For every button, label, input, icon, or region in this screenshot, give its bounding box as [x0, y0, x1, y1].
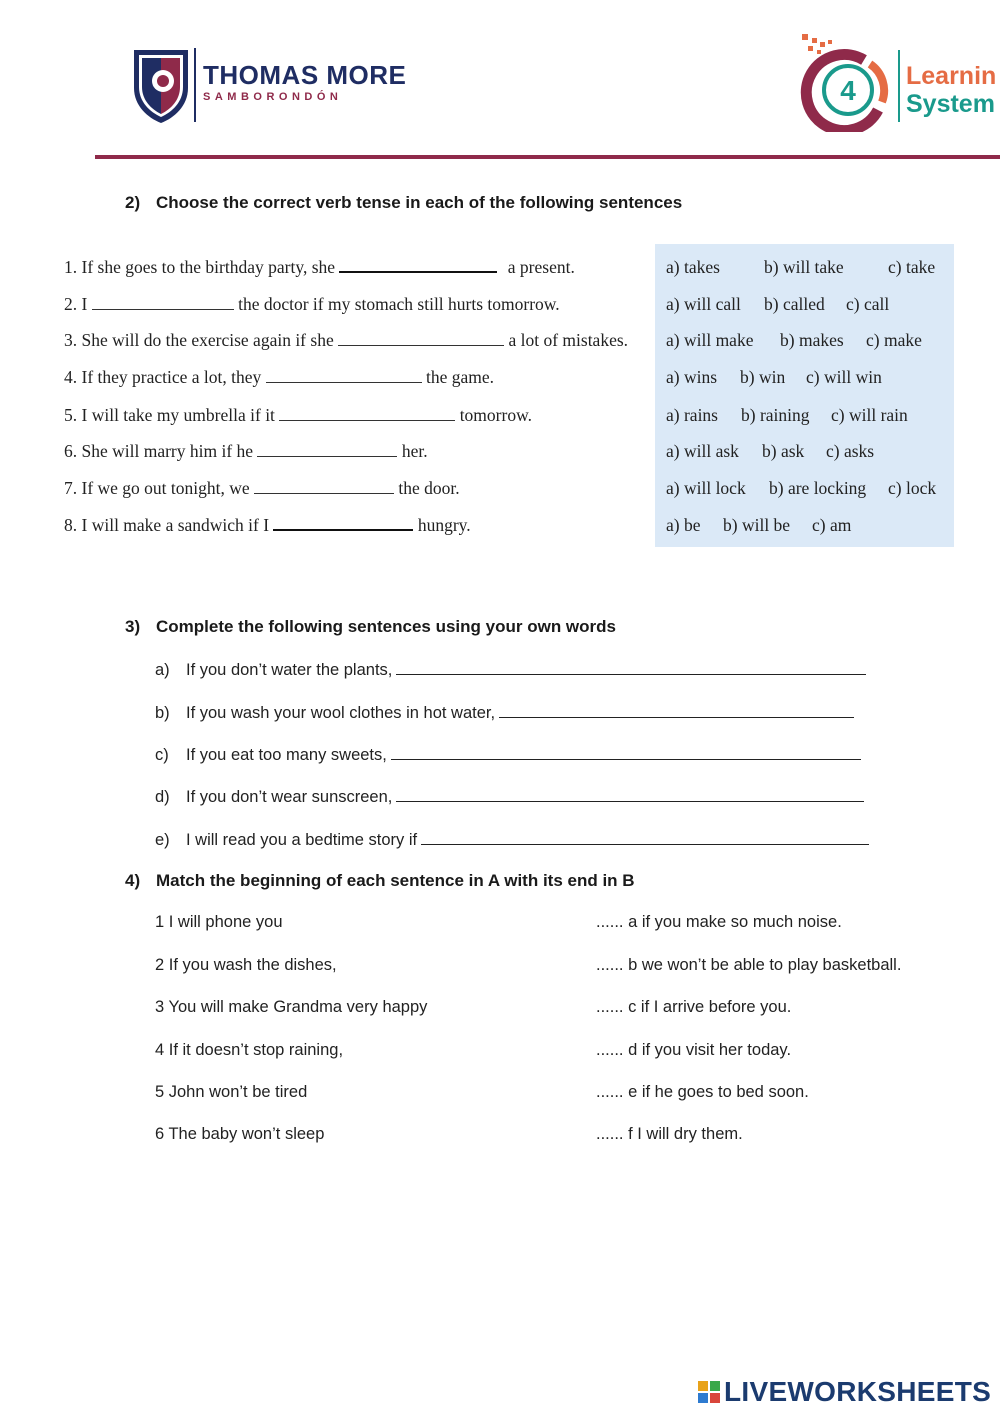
sentence-text: a lot of mistakes.: [508, 330, 629, 350]
school-logo-title: THOMAS MORE: [203, 60, 407, 90]
section-2-heading: [125, 193, 682, 213]
option[interactable]: c) lock: [888, 478, 937, 498]
sentence-text: 5. I will take my umbrella if it: [64, 405, 275, 425]
sentence-text: the doctor if my stomach still hurts tomorrow.: [238, 294, 560, 314]
answer-blank[interactable]: [92, 295, 234, 310]
answer-blank[interactable]: [279, 406, 455, 421]
option[interactable]: a) will call: [666, 294, 741, 314]
options-row-1: [666, 257, 935, 278]
match-b-c[interactable]: ...... c if I arrive before you.: [596, 998, 792, 1016]
match-b-f[interactable]: ...... f I will dry them.: [596, 1125, 743, 1143]
completion-item-b: [155, 702, 854, 723]
options-panel: [655, 244, 954, 547]
option[interactable]: c) make: [866, 330, 922, 350]
option[interactable]: c) will win: [806, 367, 882, 387]
option[interactable]: a) be: [666, 515, 701, 535]
match-a-1: 1 I will phone you: [155, 913, 283, 931]
answer-blank[interactable]: [254, 479, 394, 494]
learning-system-name: [906, 62, 996, 118]
answer-line[interactable]: [499, 702, 854, 718]
sentence-3: [64, 330, 628, 351]
option[interactable]: b) will take: [764, 257, 844, 277]
logo-divider: [194, 48, 196, 122]
item-text: If you wash your wool clothes in hot water,: [186, 704, 496, 722]
item-letter: d): [155, 788, 170, 806]
option[interactable]: c) call: [846, 294, 890, 314]
answer-blank[interactable]: [338, 331, 504, 346]
answer-blank[interactable]: [273, 515, 413, 531]
completion-item-a: [155, 659, 866, 680]
logo-number: 4: [840, 75, 856, 106]
option[interactable]: c) asks: [826, 441, 875, 461]
match-a-6: 6 The baby won’t sleep: [155, 1125, 325, 1143]
item-letter: e): [155, 831, 170, 849]
sentence-text: a present.: [507, 257, 575, 277]
sentence-text: 7. If we go out tonight, we: [64, 478, 250, 498]
option[interactable]: c) take: [888, 257, 936, 277]
section-2-title: Choose the correct verb tense in each of the following sentences: [156, 193, 683, 212]
match-b-a[interactable]: ...... a if you make so much noise.: [596, 913, 842, 931]
item-text: If you don’t wear sunscreen,: [186, 788, 393, 806]
sentence-text: 2. I: [64, 294, 88, 314]
sentence-text: the game.: [426, 367, 495, 387]
completion-item-e: [155, 829, 869, 850]
section-4-number: 4): [125, 871, 141, 890]
match-b-b[interactable]: ...... b we won’t be able to play basketball.: [596, 956, 902, 974]
sentence-text: the door.: [398, 478, 460, 498]
answer-blank[interactable]: [339, 257, 497, 273]
match-b-e[interactable]: ...... e if he goes to bed soon.: [596, 1083, 809, 1101]
options-row-8: [666, 515, 851, 536]
answer-blank[interactable]: [257, 442, 397, 457]
match-a-3: 3 You will make Grandma very happy: [155, 998, 428, 1016]
school-name: [203, 60, 406, 104]
answer-line[interactable]: [421, 829, 869, 845]
option[interactable]: a) rains: [666, 405, 718, 425]
answer-line[interactable]: [396, 659, 866, 675]
school-crest-icon: [132, 48, 190, 124]
options-row-7: [666, 478, 936, 499]
option[interactable]: c) am: [812, 515, 852, 535]
liveworksheets-logo-icon: [698, 1381, 720, 1403]
sentence-6: [64, 441, 428, 462]
sentence-5: [64, 405, 532, 426]
sentence-text: 1. If she goes to the birthday party, she: [64, 257, 336, 277]
match-a-4: 4 If it doesn’t stop raining,: [155, 1041, 344, 1059]
item-text: I will read you a bedtime story if: [186, 831, 418, 849]
sentence-text: 6. She will marry him if he: [64, 441, 254, 461]
match-a-2: 2 If you wash the dishes,: [155, 956, 337, 974]
option[interactable]: b) raining: [741, 405, 810, 425]
option[interactable]: a) will ask: [666, 441, 739, 461]
option[interactable]: b) are locking: [769, 478, 867, 498]
section-3-title: Complete the following sentences using your own words: [156, 617, 616, 636]
sentence-text: 8. I will make a sandwich if I: [64, 515, 270, 535]
answer-blank[interactable]: [266, 368, 422, 383]
options-row-3: [666, 330, 922, 351]
options-row-6: [666, 441, 874, 462]
match-b-d[interactable]: ...... d if you visit her today.: [596, 1041, 792, 1059]
options-row-4: [666, 367, 882, 388]
option[interactable]: b) makes: [780, 330, 844, 350]
item-letter: c): [155, 746, 169, 764]
header-rule: [95, 155, 1000, 159]
sentence-text: tomorrow.: [459, 405, 532, 425]
learning-system-logo-icon: [800, 32, 896, 132]
sentence-text: 3. She will do the exercise again if she: [64, 330, 334, 350]
option[interactable]: a) will make: [666, 330, 754, 350]
section-3-number: 3): [125, 617, 141, 636]
option[interactable]: a) wins: [666, 367, 718, 387]
completion-item-d: [155, 786, 864, 807]
liveworksheets-brand: LIVEWORKSHEETS: [724, 1376, 992, 1407]
options-row-5: [666, 405, 908, 426]
section-2-number: 2): [125, 193, 141, 212]
sentence-7: [64, 478, 460, 499]
option[interactable]: b) win: [740, 367, 786, 387]
answer-line[interactable]: [391, 744, 861, 760]
sentence-8: [64, 515, 471, 536]
item-letter: a): [155, 661, 170, 679]
option[interactable]: a) takes: [666, 257, 720, 277]
section-4-title: Match the beginning of each sentence in A with its end in B: [156, 871, 635, 890]
option[interactable]: b) ask: [762, 441, 805, 461]
sentence-4: [64, 367, 494, 388]
answer-line[interactable]: [396, 786, 864, 802]
sentence-text: her.: [401, 441, 428, 461]
options-row-2: [666, 294, 889, 315]
section-4-heading: [125, 871, 635, 891]
logo-line-1: Learnin: [906, 62, 997, 90]
sentence-2: [64, 294, 560, 315]
item-text: If you eat too many sweets,: [186, 746, 387, 764]
sentence-text: 4. If they practice a lot, they: [64, 367, 262, 387]
completion-item-c: [155, 744, 861, 765]
option[interactable]: c) will rain: [831, 405, 908, 425]
logo-line-2: System: [906, 90, 995, 118]
sentence-text: hungry.: [417, 515, 471, 535]
option[interactable]: a) will lock: [666, 478, 746, 498]
logo-divider-2: [898, 50, 900, 122]
option[interactable]: b) called: [764, 294, 825, 314]
item-text: If you don’t water the plants,: [186, 661, 393, 679]
match-a-5: 5 John won’t be tired: [155, 1083, 308, 1101]
section-3-heading: [125, 617, 616, 637]
item-letter: b): [155, 704, 170, 722]
option[interactable]: b) will be: [723, 515, 791, 535]
school-logo-subtitle: SAMBORONDÓN: [203, 91, 343, 103]
sentence-1: [64, 257, 575, 278]
